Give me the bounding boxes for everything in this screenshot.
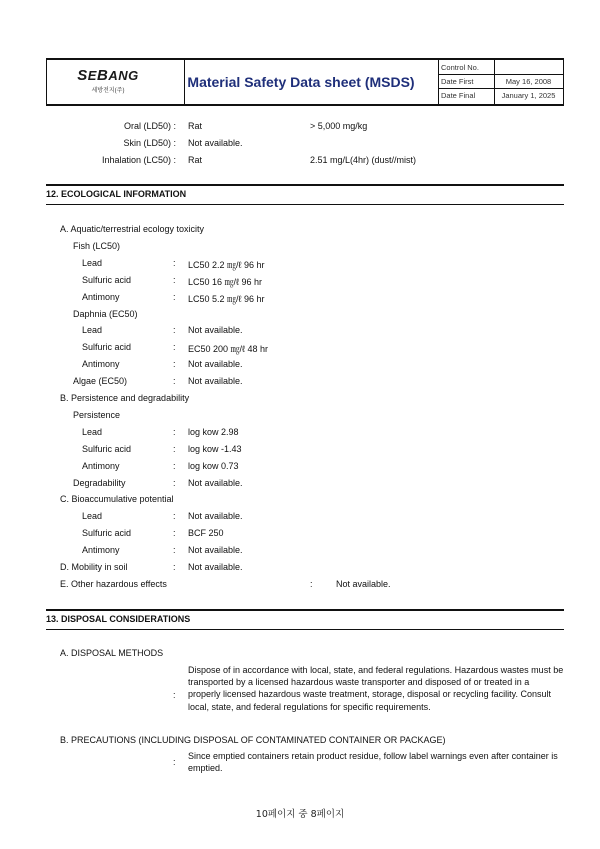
- section-12-bottom-rule: [46, 204, 564, 205]
- date-first-value: May 16, 2008: [505, 76, 552, 86]
- eco-heading: E. Other hazardous effects: [60, 579, 167, 590]
- precautions-text: Since emptied containers retain product residue, follow label warnings even after container is emptied.: [188, 751, 558, 774]
- eco-item-value: LC50 2.2 ㎎/ℓ 96 hr: [188, 259, 265, 270]
- eco-heading: B. Persistence and degradability: [60, 393, 190, 403]
- precautions-heading: B. PRECAUTIONS (INCLUDING DISPOSAL OF CONTAMINATED CONTAINER OR PACKAGE): [60, 735, 446, 745]
- document-title: Material Safety Data sheet (MSDS): [187, 74, 415, 90]
- eco-item-label: Sulfuric acid: [82, 274, 132, 285]
- eco-item-colon: :: [173, 511, 176, 522]
- logo-subtext: 세방전지(주): [91, 88, 125, 94]
- eco-item-value: Not available.: [336, 579, 391, 590]
- section-12-title: 12. ECOLOGICAL INFORMATION: [46, 189, 187, 199]
- eco-item-colon: :: [173, 325, 176, 336]
- toxicity-value: 2.51 mg/L(4hr) (dust//mist): [310, 155, 417, 165]
- eco-item-colon: :: [173, 545, 176, 556]
- eco-item-label: Antimony: [82, 291, 120, 302]
- eco-item-value: Not available.: [188, 562, 243, 572]
- eco-item-label: Algae (EC50): [73, 376, 128, 387]
- company-logo: [72, 67, 144, 94]
- date-first-label: Date First: [441, 76, 474, 86]
- eco-item-colon: :: [173, 359, 176, 370]
- eco-item-label: Antimony: [82, 545, 120, 556]
- precautions-colon: :: [173, 757, 176, 767]
- eco-item-value: Not available.: [188, 359, 243, 370]
- eco-item-value: log kow 0.73: [188, 460, 239, 471]
- eco-item-colon: :: [173, 257, 176, 268]
- eco-item-label: Antimony: [82, 460, 120, 471]
- eco-item-colon: :: [173, 342, 176, 353]
- eco-item-colon: :: [310, 579, 313, 590]
- eco-item-label: Lead: [82, 426, 103, 437]
- eco-item-label: Lead: [82, 257, 103, 268]
- toxicity-species: Rat: [188, 121, 203, 131]
- eco-item-colon: :: [173, 291, 176, 302]
- disposal-methods-heading: A. DISPOSAL METHODS: [60, 648, 164, 658]
- section-12-top-rule: [46, 184, 564, 186]
- eco-item-label: Lead: [82, 325, 103, 336]
- eco-item-value: EC50 200 ㎎/ℓ 48 hr: [188, 344, 268, 355]
- eco-item-label: Lead: [82, 511, 103, 522]
- eco-item-value: BCF 250: [188, 528, 224, 539]
- disposal-methods-text: Dispose of in accordance with local, state, and federal regulations. Hazardous wastes must be transported by a licensed hazardous waste transporter and disposed of or treated in a properly licensed hazardous waste treatment, storage, disposal or recycling facility. Consult local, state, and federal regulations for specific requirements.: [188, 665, 564, 712]
- control-no-label: Control No.: [441, 62, 479, 72]
- toxicity-value: > 5,000 mg/kg: [310, 121, 368, 131]
- eco-item-colon: :: [173, 274, 176, 285]
- eco-subheading: Fish (LC50): [73, 240, 121, 251]
- eco-item-colon: :: [173, 426, 176, 437]
- eco-subheading: Persistence: [73, 409, 121, 420]
- section-13-title: 13. DISPOSAL CONSIDERATIONS: [46, 614, 191, 624]
- logo-wordmark: SEBANG: [77, 67, 139, 84]
- eco-item-colon: :: [173, 477, 176, 488]
- date-final-label: Date Final: [441, 90, 476, 100]
- eco-item-label: Sulfuric acid: [82, 528, 132, 539]
- msds-header: [46, 58, 564, 106]
- toxicity-label: Inhalation (LC50) :: [101, 155, 176, 165]
- eco-item-value: log kow -1.43: [188, 443, 242, 454]
- eco-item-label: Degradability: [73, 477, 126, 488]
- eco-item-value: LC50 5.2 ㎎/ℓ 96 hr: [188, 293, 265, 304]
- eco-item-label: Sulfuric acid: [82, 443, 132, 454]
- toxicity-species: Rat: [188, 155, 203, 165]
- eco-item-value: Not available.: [188, 477, 243, 488]
- eco-item-value: Not available.: [188, 511, 243, 522]
- eco-item-value: Not available.: [188, 376, 243, 387]
- toxicity-label: Oral (LD50) :: [123, 121, 176, 131]
- eco-item-value: Not available.: [188, 545, 243, 556]
- eco-item-colon: :: [173, 376, 176, 387]
- section-13-bottom-rule: [46, 629, 564, 630]
- eco-item-label: Antimony: [82, 359, 120, 370]
- eco-item-label: Sulfuric acid: [82, 342, 132, 353]
- eco-item-colon: :: [173, 562, 176, 572]
- eco-item-value: Not available.: [188, 325, 243, 336]
- toxicity-species: Not available.: [188, 138, 243, 148]
- eco-subheading: Daphnia (EC50): [73, 308, 138, 319]
- toxicity-label: Skin (LD50) :: [123, 138, 176, 148]
- disposal-methods-colon: :: [173, 690, 176, 700]
- eco-item-colon: :: [173, 460, 176, 471]
- eco-heading: C. Bioaccumulative potential: [60, 494, 174, 505]
- eco-item-colon: :: [173, 443, 176, 454]
- date-final-value: January 1, 2025: [501, 90, 556, 100]
- eco-heading: D. Mobility in soil: [60, 562, 128, 572]
- eco-item-value: log kow 2.98: [188, 426, 239, 437]
- eco-item-colon: :: [173, 528, 176, 539]
- page-number: 10페이지 중 8페이지: [255, 809, 345, 820]
- eco-item-value: LC50 16 ㎎/ℓ 96 hr: [188, 276, 262, 287]
- section-13-top-rule: [46, 609, 564, 611]
- eco-heading: A. Aquatic/terrestrial ecology toxicity: [60, 224, 205, 234]
